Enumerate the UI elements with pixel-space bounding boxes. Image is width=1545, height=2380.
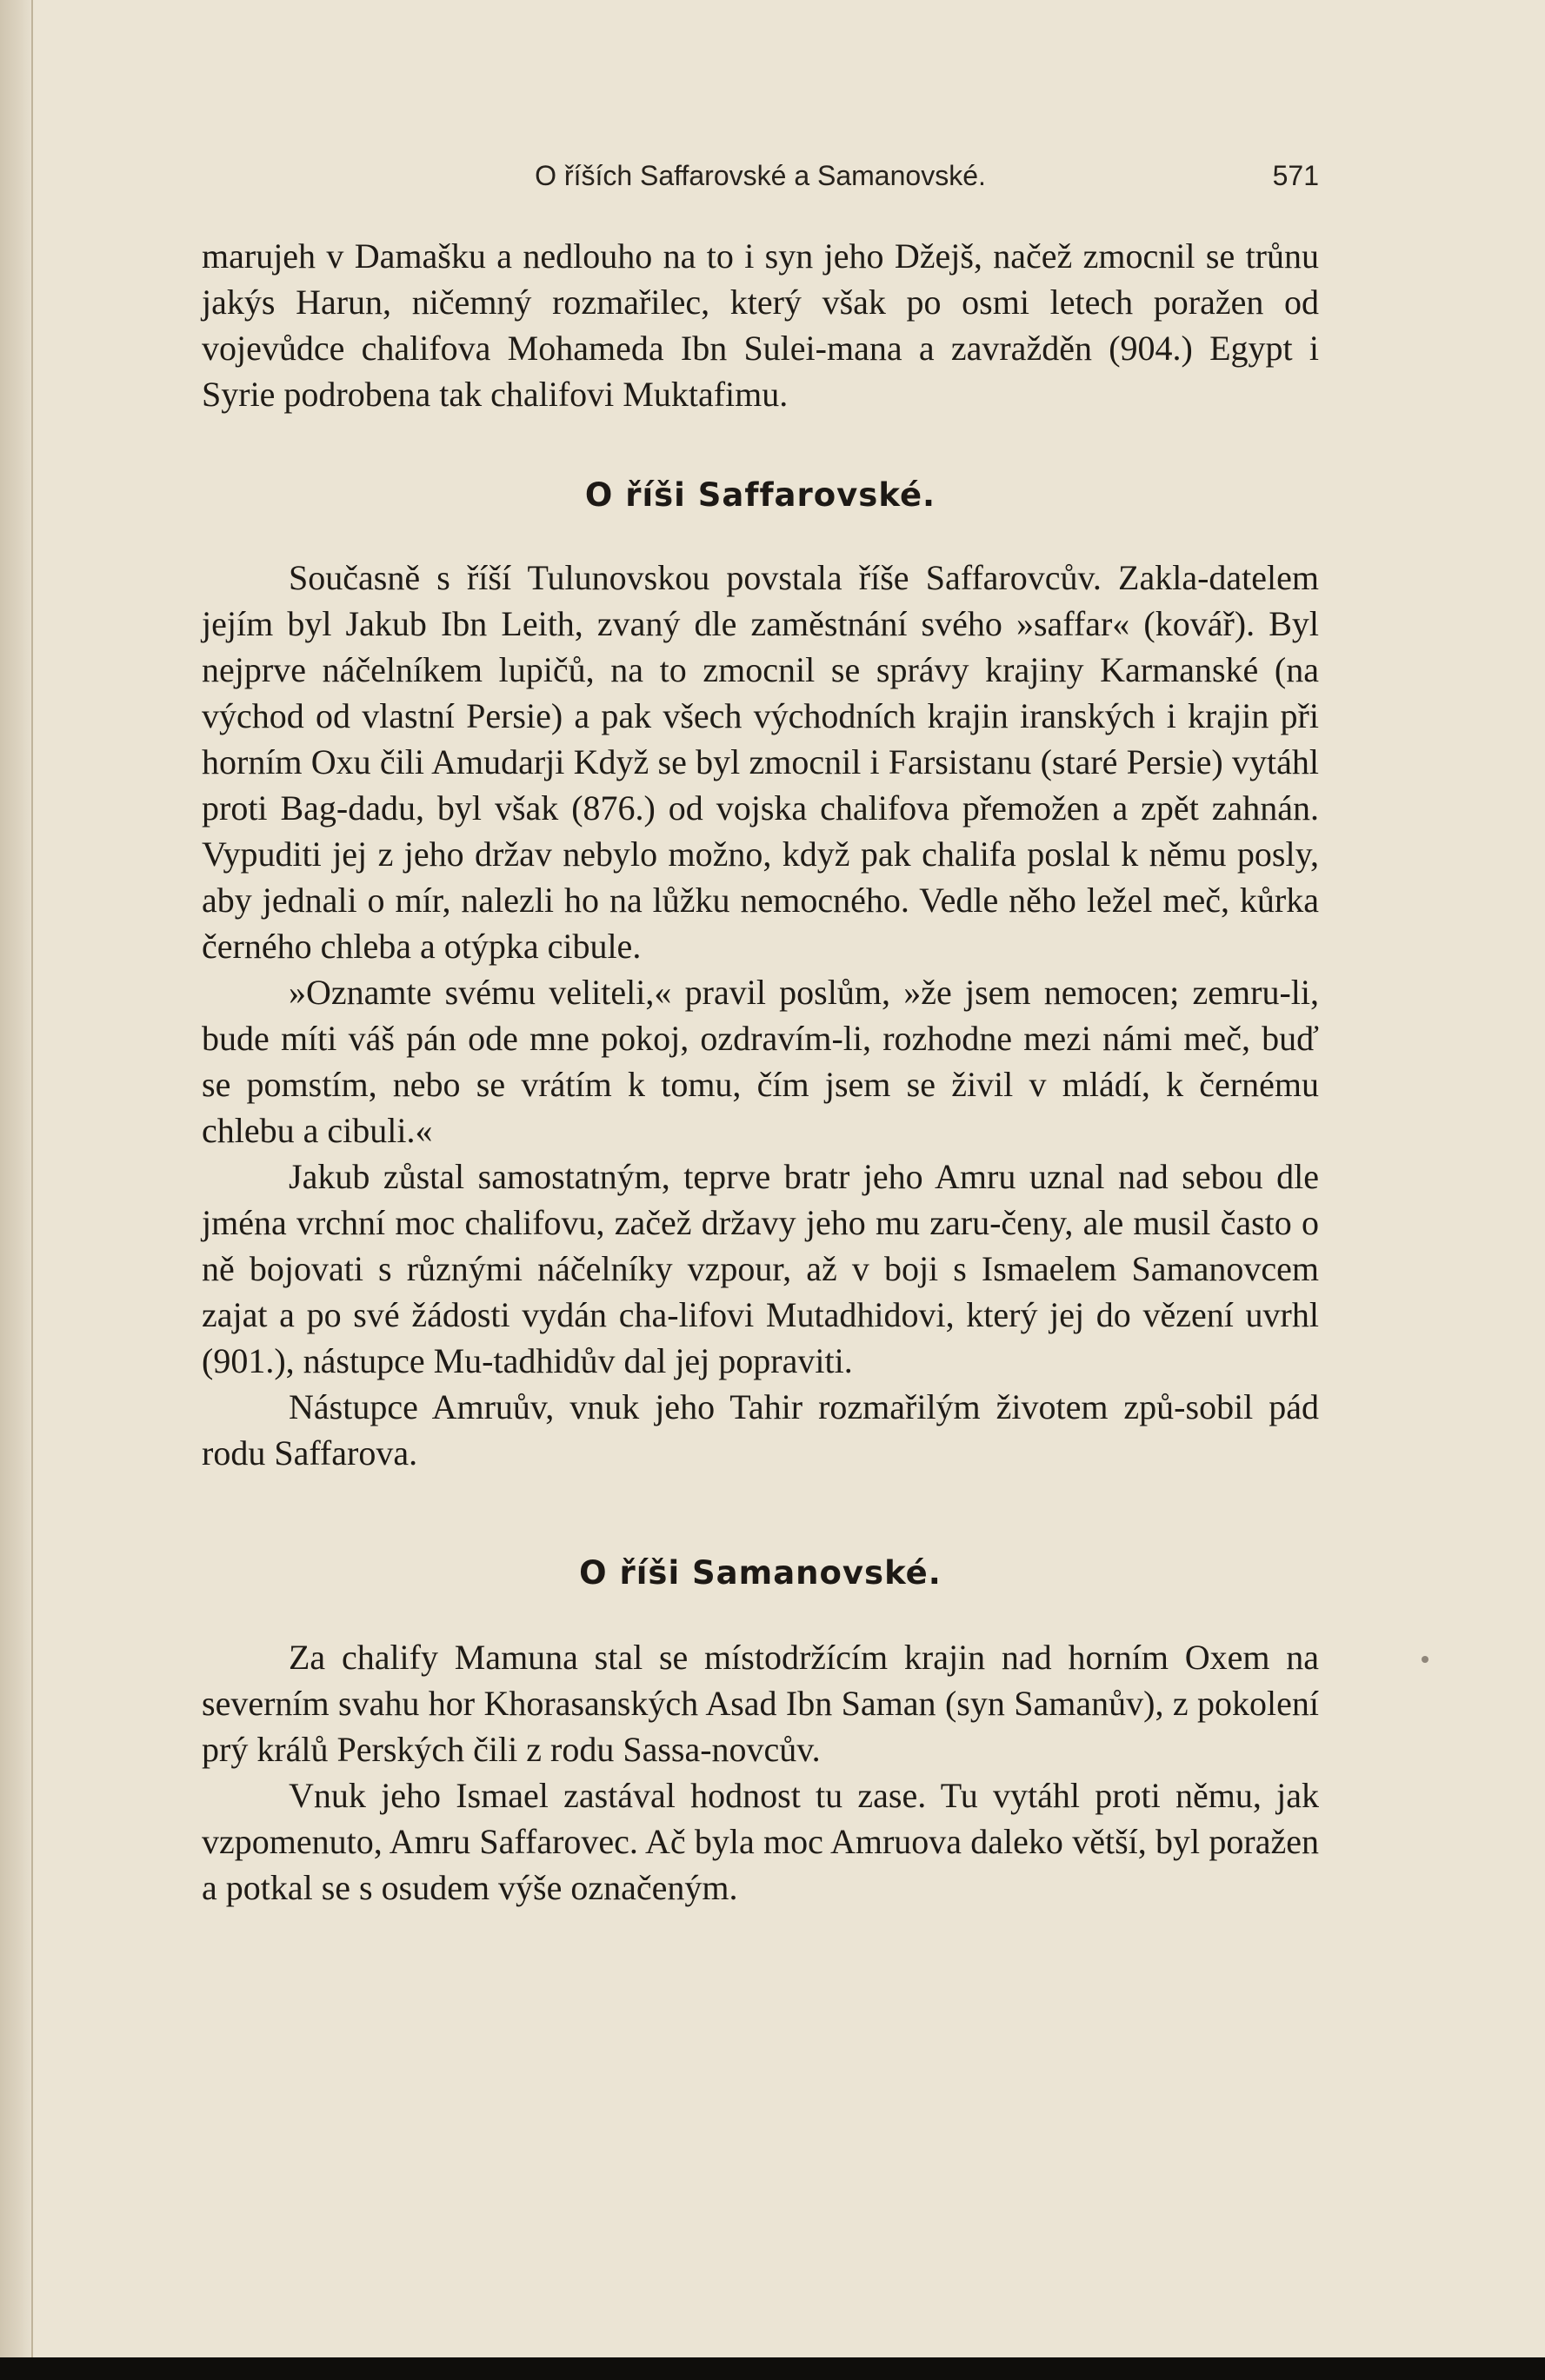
paragraph-saffarid-3: Jakub zůstal samostatným, teprve bratr jeho Amru uznal nad sebou dle jména vrchní moc chalifovu, začež državy jeho mu zaru-čeny, ale musil často o ně bojovati s různými náčelníky vzpour, až v boji s Ismaelem Samanovcem zajat a po své žádosti vydán cha-lifovi Mutadhidovi, který jej do vězení uvrhl (901.), nástupce Mu-tadhidův dal jej popraviti. xyxy=(202,1157,1319,1380)
scan-bottom-edge xyxy=(0,2357,1545,2380)
paragraph-saffarid-4: Nástupce Amruův, vnuk jeho Tahir rozmařilým životem způ-sobil pád rodu Saffarova. xyxy=(202,1387,1319,1473)
intro-paragraph: marujeh v Damašku a nedlouho na to i syn jeho Džejš, načež zmocnil se trůnu jakýs Harun, ničemný rozmařilec, který však po osmi letech poražen od vojevůdce chalifova Mohameda Ibn Sulei-mana a zavražděn (904.) Egypt i Syrie podrobena tak chalifovi Muktafimu. xyxy=(202,236,1319,414)
paragraph-saffarid-1: Současně s říší Tulunovskou povstala říše Saffarovcův. Zakla-datelem jejím byl Jakub Ibn Leith, zvaný dle zaměstnání svého »saffar« (kovář). Byl nejprve náčelníkem lupičů, na to zmocnil se správy krajiny Karmanské (na východ od vlastní Persie) a pak všech východních krajin iranských i krajin při horním Oxu čili Amudarji Když se byl zmocnil i Farsistanu (staré Persie) vytáhl proti Bag-dadu, byl však (876.) od vojska chalifova přemožen a zpět zahnán. Vypuditi jej z jeho držav nebylo možno, když pak chalifa poslal k němu posly, aby jednali o mír, nalezli ho na lůžku nemocného. Vedle něho ležel meč, kůrka černého chleba a otýpka cibule. xyxy=(202,558,1319,966)
running-title: O říších Saffarovské a Samanovské. xyxy=(535,160,986,191)
running-header xyxy=(202,148,1319,196)
page-text-block xyxy=(202,148,1319,1911)
page-speck xyxy=(1422,1656,1428,1663)
paragraph-samanid-2: Vnuk jeho Ismael zastával hodnost tu zase. Tu vytáhl proti němu, jak vzpomenuto, Amru Saffarovec. Ač byla moc Amruova daleko větší, byl poražen a potkal se s osudem výše označeným. xyxy=(202,1776,1319,1907)
paragraph-saffarid-2: »Oznamte svému veliteli,« pravil poslům, »že jsem nemocen; zemru-li, bude míti váš pán ode mne pokoj, ozdravím-li, rozhodne mezi námi meč, buď se pomstím, nebo se vrátím k tomu, čím jsem se živil v mládí, k černému chlebu a cibuli.« xyxy=(202,973,1319,1150)
page-spine-edge xyxy=(31,0,33,2380)
section-title-saffarid: O říši Saffarovské. xyxy=(584,476,936,514)
section-title-samanid: O říši Samanovské. xyxy=(579,1554,942,1592)
paragraph-samanid-1: Za chalify Mamuna stal se místodržícím krajin nad horním Oxem na severním svahu hor Khorasanských Asad Ibn Saman (syn Samanův), z pokolení prý králů Perských čili z rodu Sassa-novcův. xyxy=(202,1638,1319,1769)
page-number: 571 xyxy=(1272,160,1319,191)
page-spine-shadow xyxy=(0,0,33,2380)
